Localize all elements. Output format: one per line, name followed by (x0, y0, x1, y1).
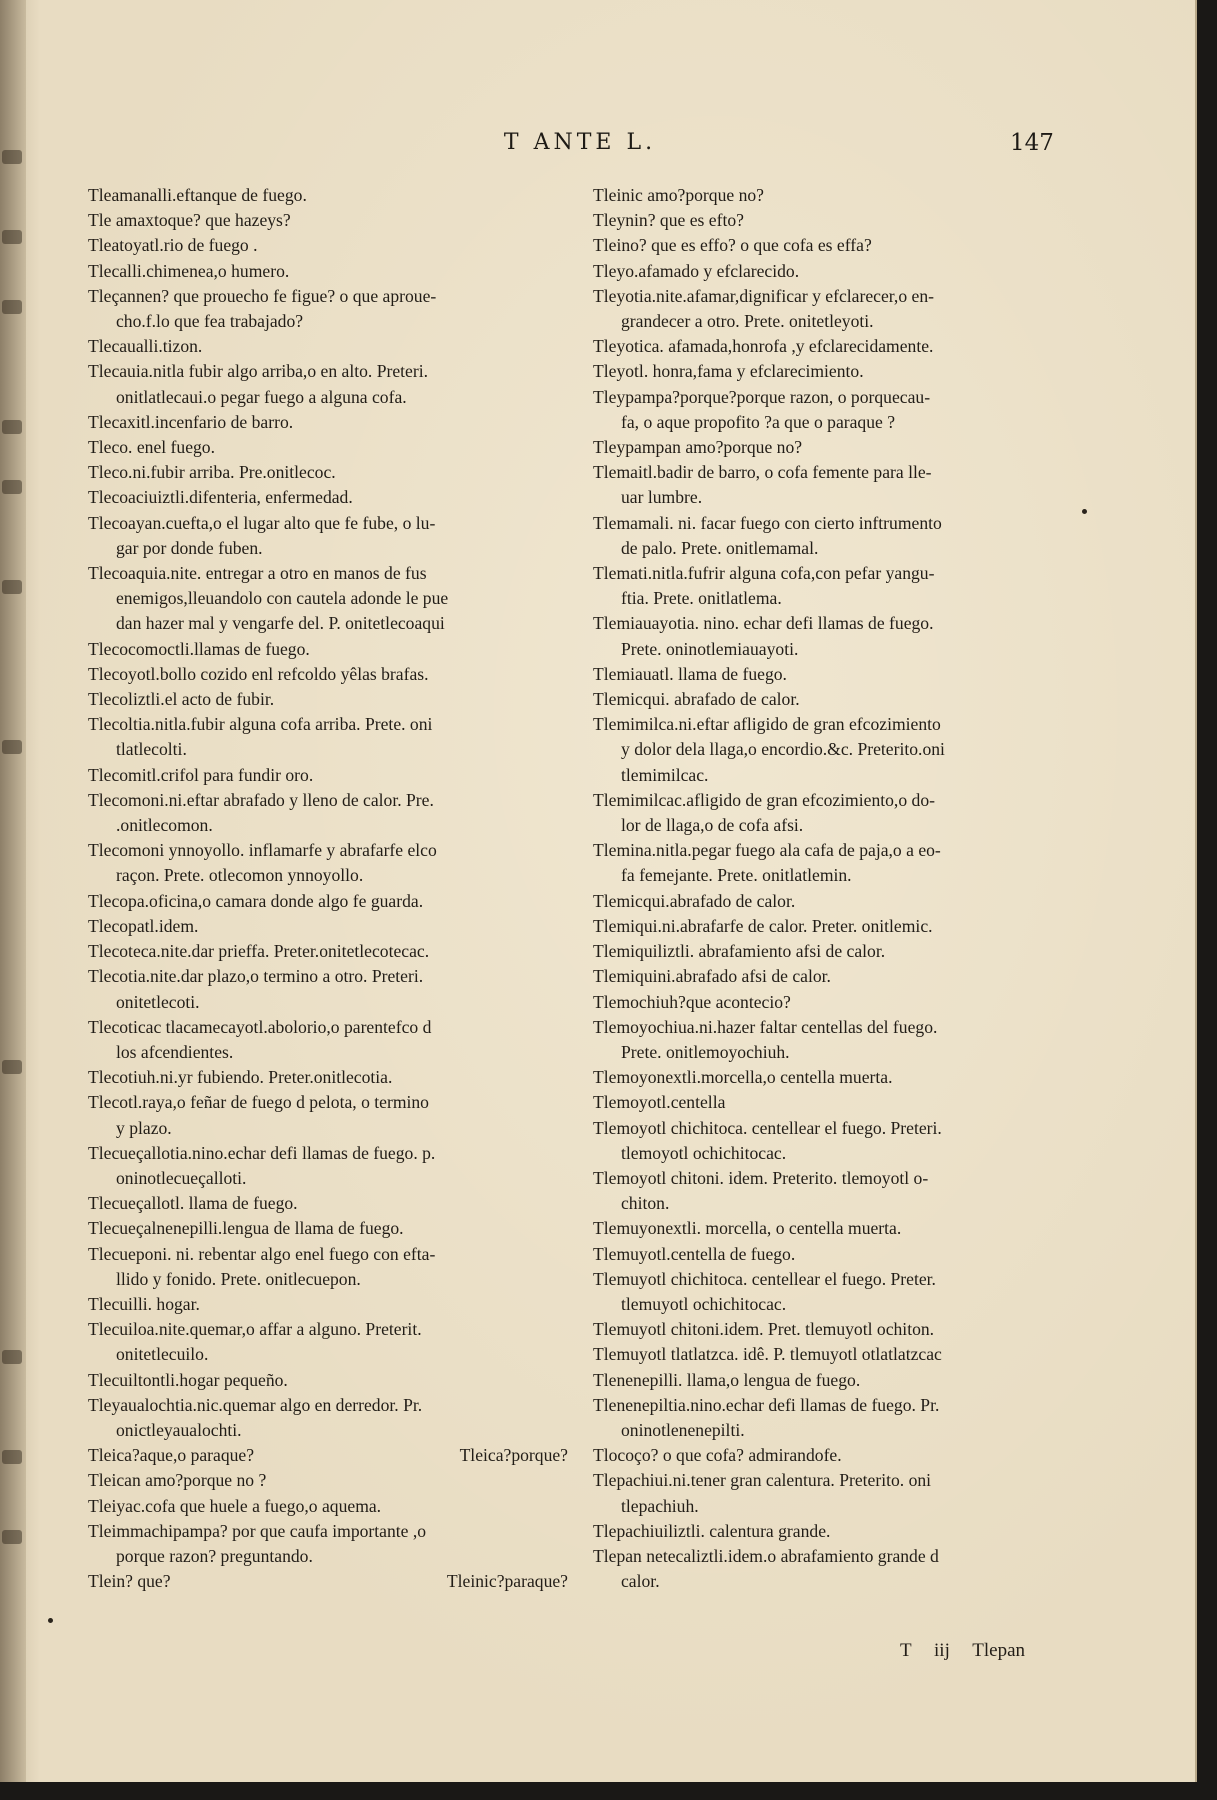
entry-continuation: onitetlecuilo. (116, 1344, 209, 1365)
entry-continuation: onitetlecoti. (116, 991, 200, 1012)
entry-continuation: Prete. onitlemoyochiuh. (621, 1041, 790, 1062)
dictionary-entry: Tleamanalli.eftanque de fuego. (88, 185, 307, 205)
dictionary-entry-pair (88, 1468, 568, 1493)
dictionary-entry: Tleimmachipampa? por que caufa importante ,o (88, 1520, 427, 1541)
dictionary-entry: Tlecocomoctli.llamas de fuego. (88, 638, 310, 659)
dictionary-entry: Tleypampan amo?porque no? (593, 437, 803, 458)
right-entries (593, 183, 1073, 1594)
dictionary-entry: Tlemuyotl.centella de fuego. (593, 1243, 796, 1264)
gutter-mark (2, 1350, 22, 1364)
dictionary-entry: Tleyaualochtia.nic.quemar algo en derredor. Pr. (88, 1394, 423, 1415)
dictionary-entry: Tlemiquiliztli. abrafamiento afsi de calor. (593, 941, 886, 962)
catchline (900, 1640, 1025, 1662)
dictionary-entry: Tleyo.afamado y efclarecido. (593, 260, 800, 281)
left-column (88, 183, 568, 1594)
gutter-mark (2, 230, 22, 244)
dictionary-entry: Tleyotl. honra,fama y efclarecimiento. (593, 361, 864, 382)
left-tail-entries (88, 1494, 568, 1570)
entry-continuation: fa femejante. Prete. onitlatlemin. (621, 865, 852, 886)
dictionary-entry: Tlecoteca.nite.dar prieffa. Preter.onitetlecotecac. (88, 941, 430, 962)
dictionary-entry: Tlemicqui. abrafado de calor. (593, 689, 800, 710)
catchword: Tlepan (972, 1640, 1026, 1661)
dictionary-entry: Tleco.ni.fubir arriba. Pre.onitlecoc. (88, 462, 336, 483)
gutter-mark (2, 150, 22, 164)
dictionary-entry: Tlemuyonextli. morcella, o centella muerta. (593, 1218, 902, 1239)
dictionary-entry: Tlecuiltontli.hogar pequeño. (88, 1369, 288, 1390)
entry-continuation: raçon. Prete. otlecomon ynnoyollo. (116, 865, 364, 886)
dictionary-entry: Tlecotiuh.ni.yr fubiendo. Preter.onitlecotia. (88, 1067, 393, 1088)
entry-continuation: porque razon? preguntando. (116, 1545, 313, 1566)
dictionary-entry: Tlecoltia.nitla.fubir alguna cofa arriba. Prete. oni (88, 714, 433, 735)
entry-continuation: calor. (621, 1571, 660, 1592)
dictionary-entry: Tlecopa.oficina,o camara donde algo fe guarda. (88, 890, 424, 911)
entry-continuation: tlatlecolti. (116, 739, 187, 760)
dictionary-entry: Tlecoliztli.el acto de fubir. (88, 689, 275, 710)
dictionary-entry: Tle amaxtoque? que hazeys? (88, 210, 291, 231)
entry-continuation: tlemimilcac. (621, 764, 709, 785)
dictionary-entry: Tleino? que es effo? o que cofa es effa? (593, 235, 872, 256)
dictionary-entry: Tleyotia.nite.afamar,dignificar y efclarecer,o en- (593, 285, 934, 306)
dictionary-entry: Tlemiauatl. llama de fuego. (593, 663, 787, 684)
dictionary-entry: Tlemiqui.ni.abrafarfe de calor. Preter. onitlemic. (593, 915, 933, 936)
dictionary-entry: Tlecoticac tlacamecayotl.abolorio,o parentefco d (88, 1016, 432, 1037)
dictionary-entry: Tlecueçallotl. llama de fuego. (88, 1193, 298, 1214)
dictionary-entry: Tlecueçallotia.nino.echar defi llamas de fuego. p. (88, 1142, 436, 1163)
dictionary-entry: Tlemimilcac.afligido de gran efcozimiento,o do- (593, 789, 935, 810)
entry-continuation: .onitlecomon. (116, 815, 213, 836)
gutter-mark (2, 1530, 22, 1544)
dictionary-entry-pair (88, 1443, 568, 1468)
dictionary-entry: Tlemiauayotia. nino. echar defi llamas de fuego. (593, 613, 934, 634)
dictionary-entry: Tlemiquini.abrafado afsi de calor. (593, 966, 831, 987)
dictionary-entry: Tlemina.nitla.pegar fuego ala cafa de paja,o a eo- (593, 840, 941, 861)
entry-continuation: oninotlecueçalloti. (116, 1167, 247, 1188)
gutter-mark (2, 300, 22, 314)
entry-text: Tleica?porque? (459, 1445, 568, 1466)
dictionary-entry: Tlecomoni.ni.eftar abrafado y lleno de calor. Pre. (88, 789, 434, 810)
dictionary-entry: Tlecueçalnenepilli.lengua de llama de fuego. (88, 1218, 404, 1239)
dictionary-entry: Tlemoyotl chichitoca. centellear el fuego. Preteri. (593, 1117, 942, 1138)
entry-text: Tlein? que? (88, 1571, 171, 1592)
gutter-mark (2, 580, 22, 594)
ink-speck (1082, 509, 1087, 514)
dictionary-entry: Tlepachiuiliztli. calentura grande. (593, 1520, 831, 1541)
dictionary-entry: Tlemaitl.badir de barro, o cofa femente para lle- (593, 462, 932, 483)
signature-number: iij (934, 1640, 950, 1661)
dictionary-entry: Tlecoaquia.nite. entregar a otro en manos de fus (88, 563, 427, 584)
dictionary-entry: Tlemimilca.ni.eftar afligido de gran efcozimiento (593, 714, 941, 735)
entry-continuation: tlemuyotl ochichitocac. (621, 1293, 787, 1314)
entry-continuation: fa, o aque propofito ?a que o paraque ? (621, 411, 896, 432)
entry-continuation: onictleyaualochti. (116, 1419, 242, 1440)
dictionary-entry: Tleçannen? que prouecho fe figue? o que aproue- (88, 285, 437, 306)
dictionary-entry: Tlecauia.nitla fubir algo arriba,o en alto. Preteri. (88, 361, 429, 382)
dictionary-entry: Tlecuilli. hogar. (88, 1293, 200, 1314)
entry-text: Tleica?aque,o paraque? (88, 1445, 255, 1466)
entry-continuation: tlepachiuh. (621, 1495, 699, 1516)
dictionary-entry: Tleinic amo?porque no? (593, 185, 764, 205)
dictionary-entry: Tlecomoni ynnoyollo. inflamarfe y abrafarfe elco (88, 840, 437, 861)
dictionary-entry: Tlemicqui.abrafado de calor. (593, 890, 796, 911)
entry-continuation: uar lumbre. (621, 487, 703, 508)
gutter-mark (2, 480, 22, 494)
dictionary-entry: Tlemamali. ni. facar fuego con cierto inftrumento (593, 512, 942, 533)
dictionary-entry: Tlepachiui.ni.tener gran calentura. Preterito. oni (593, 1470, 932, 1491)
dictionary-entry: Tlenenepiltia.nino.echar defi llamas de fuego. Pr. (593, 1394, 940, 1415)
left-entries (88, 183, 568, 1443)
dictionary-entry: Tlecotia.nite.dar plazo,o termino a otro. Preteri. (88, 966, 424, 987)
dictionary-entry: Tleco. enel fuego. (88, 437, 216, 458)
entry-continuation: de palo. Prete. onitlemamal. (621, 537, 819, 558)
dictionary-entry: Tlemuyotl chitoni.idem. Pret. tlemuyotl ochiton. (593, 1319, 935, 1340)
dictionary-entry: Tlemoyochiua.ni.hazer faltar centellas del fuego. (593, 1016, 938, 1037)
dictionary-entry: Tleiyac.cofa que huele a fuego,o aquema. (88, 1495, 382, 1516)
entry-continuation: y plazo. (116, 1117, 172, 1138)
dictionary-entry: Tlecopatl.idem. (88, 915, 199, 936)
dictionary-entry: Tlenenepilli. llama,o lengua de fuego. (593, 1369, 861, 1390)
entry-continuation: oninotlenenepilti. (621, 1419, 745, 1440)
dictionary-entry: Tlecalli.chimenea,o humero. (88, 260, 290, 281)
dictionary-entry: Tlemati.nitla.fufrir alguna cofa,con pefar yangu- (593, 563, 935, 584)
dictionary-entry: Tlecaualli.tizon. (88, 336, 203, 357)
left-paired-entries (88, 1443, 568, 1493)
dictionary-entry: Tleypampa?porque?porque razon, o porquecau- (593, 386, 931, 407)
entry-text: Tleican amo?porque no ? (88, 1470, 267, 1491)
signature-mark: T (900, 1640, 912, 1661)
entry-continuation: grandecer a otro. Prete. onitetleyoti. (621, 311, 874, 332)
entry-continuation: gar por donde fuben. (116, 537, 263, 558)
dictionary-entry: Tlecueponi. ni. rebentar algo enel fuego con efta- (88, 1243, 436, 1264)
entry-continuation: chiton. (621, 1193, 670, 1214)
gutter-mark (2, 1060, 22, 1074)
gutter-mark (2, 740, 22, 754)
page-number: 147 (1010, 130, 1054, 156)
dictionary-entry: Tlemochiuh?que acontecio? (593, 991, 791, 1012)
dictionary-entry: Tleatoyatl.rio de fuego . (88, 235, 258, 256)
entry-continuation: los afcendientes. (116, 1041, 234, 1062)
dictionary-entry: Tlecaxitl.incenfario de barro. (88, 411, 294, 432)
dictionary-entry: Tlecoyotl.bollo cozido enl refcoldo yêlas brafas. (88, 663, 429, 684)
entry-continuation: llido y fonido. Prete. onitlecuepon. (116, 1268, 361, 1289)
dictionary-entry: Tlemoyotl.centella (593, 1092, 726, 1113)
entry-continuation: dan hazer mal y vengarfe del. P. onitetlecoaqui (116, 613, 445, 634)
gutter-mark (2, 1450, 22, 1464)
dictionary-entry: Tleyotica. afamada,honrofa ,y efclarecidamente. (593, 336, 934, 357)
dictionary-entry: Tlemuyotl tlatlatzca. idê. P. tlemuyotl otlatlatzcac (593, 1344, 942, 1365)
gutter-mark (2, 420, 22, 434)
dictionary-entry: Tlemuyotl chichitoca. centellear el fuego. Preter. (593, 1268, 936, 1289)
right-column (593, 183, 1073, 1594)
entry-continuation: tlemoyotl ochichitocac. (621, 1142, 787, 1163)
dictionary-entry: Tlepan netecaliztli.idem.o abrafamiento grande d (593, 1545, 939, 1566)
dictionary-entry: Tlocoço? o que cofa? admirandofe. (593, 1445, 842, 1466)
running-head: T ANTE L. (503, 130, 657, 155)
facing-page-edge (0, 0, 26, 1782)
entry-text: Tleinic?paraque? (446, 1571, 568, 1592)
dictionary-entry: Tlecuiloa.nite.quemar,o affar a alguno. Preterit. (88, 1319, 422, 1340)
dictionary-entry: Tleynin? que es efto? (593, 210, 744, 231)
entry-continuation: cho.f.lo que fea trabajado? (116, 311, 304, 332)
dictionary-entry-pair (88, 1569, 568, 1594)
dictionary-entry: Tlecotl.raya,o feñar de fuego d pelota, o termino (88, 1092, 429, 1113)
dictionary-entry: Tlecoayan.cuefta,o el lugar alto que fe fube, o lu- (88, 512, 436, 533)
dictionary-entry: Tlecomitl.crifol para fundir oro. (88, 764, 314, 785)
dictionary-entry: Tlemoyonextli.morcella,o centella muerta. (593, 1067, 893, 1088)
entry-continuation: y dolor dela llaga,o encordio.&c. Preterito.oni (621, 739, 945, 760)
dictionary-entry: Tlemoyotl chitoni. idem. Preterito. tlemoyotl o- (593, 1167, 929, 1188)
entry-continuation: enemigos,lleuandolo con cautela adonde le pue (116, 588, 449, 609)
entry-continuation: Prete. oninotlemiauayoti. (621, 638, 799, 659)
ink-speck (48, 1618, 53, 1623)
entry-continuation: lor de llaga,o de cofa afsi. (621, 815, 804, 836)
entry-continuation: onitlatlecaui.o pegar fuego a alguna cofa. (116, 386, 407, 407)
entry-continuation: ftia. Prete. onitlatlema. (621, 588, 782, 609)
dictionary-entry: Tlecoaciuiztli.difenteria, enfermedad. (88, 487, 353, 508)
